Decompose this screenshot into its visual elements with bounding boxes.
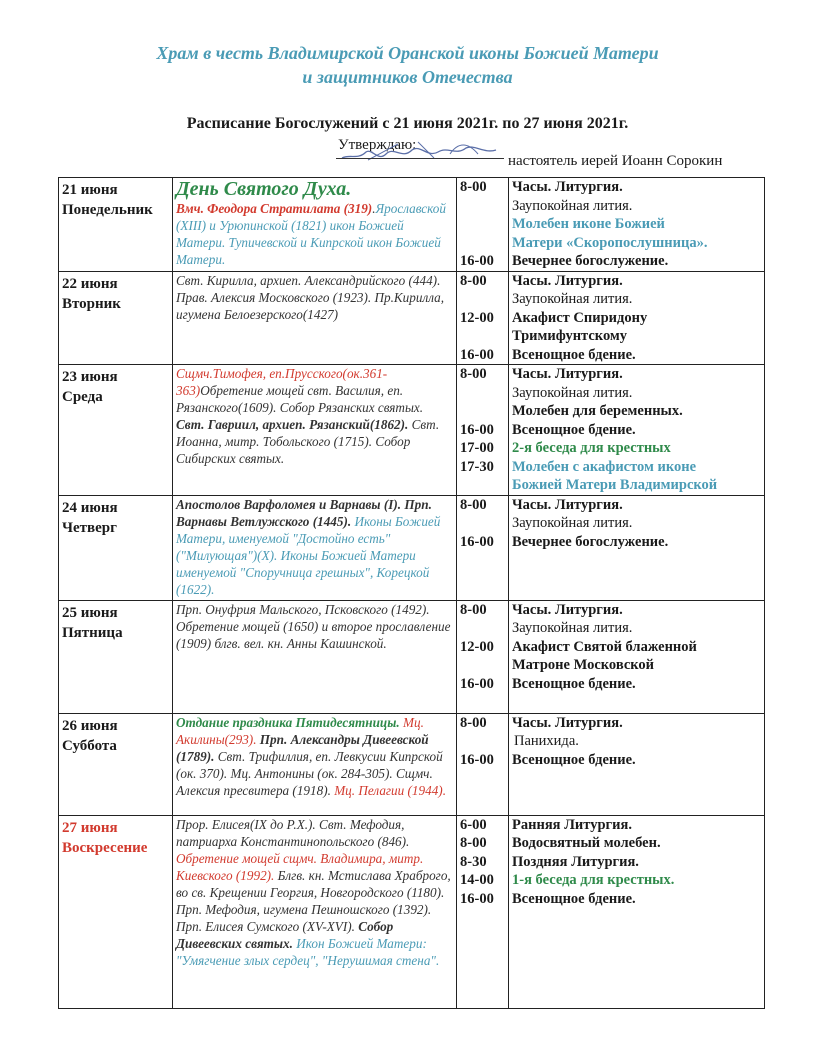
- day-weekday: Воскресение: [62, 839, 148, 856]
- service-time: [460, 234, 505, 253]
- service-time: 8-00: [460, 366, 487, 382]
- day-date: 21 июня: [62, 182, 118, 198]
- service-time: 12-00: [460, 638, 494, 655]
- times-cell: [457, 600, 509, 713]
- service-time: 6-00: [460, 816, 487, 833]
- day-weekday: Суббота: [62, 737, 117, 754]
- saint-text: Прор. Елисея(IX до Р.Х.). Свт. Мефодия, патриарха Константинопольского (846).: [176, 816, 410, 849]
- saint-text: Мц. Пелагии (1944).: [334, 782, 446, 798]
- day-cell: [59, 271, 173, 365]
- day-cell: [59, 600, 173, 713]
- day-date: 26 июня: [62, 717, 118, 734]
- saint-text: Обретение мощей сщмч. Владимира, митр. Киевского (1992).: [176, 850, 424, 883]
- service-time: 16-00: [460, 675, 494, 692]
- day-date: 24 июня: [62, 499, 118, 516]
- day-date: 27 июня: [62, 819, 118, 836]
- signature-image: [338, 136, 508, 166]
- service-name: Всенощное бдение.: [512, 890, 636, 907]
- times-cell: [457, 713, 509, 815]
- saint-text: Мц. Акилины(293).: [176, 714, 424, 747]
- day-cell: [59, 365, 173, 496]
- saint-text: Сщмч.Тимофея, еп.Прусского(ок.361-363): [176, 366, 388, 398]
- service-name: Молебен иконе Божией: [512, 216, 665, 232]
- day-cell: [59, 815, 173, 1008]
- service-name: Часы. Литургия.: [512, 179, 623, 195]
- service-name: Часы. Литургия.: [512, 272, 623, 289]
- times-cell: [457, 815, 509, 1008]
- day-cell: [59, 178, 173, 272]
- service-name: Акафист Святой блаженной: [512, 638, 697, 655]
- times-cell: [457, 495, 509, 600]
- service-name: Заупокойная лития.: [512, 384, 633, 401]
- saint-text: Свт. Гавриил, архиеп. Рязанский(1862).: [176, 417, 409, 432]
- approved-label: Утверждаю:: [338, 137, 417, 153]
- schedule-row: [59, 815, 765, 1008]
- temple-title-line2: и защитников Отечества: [302, 67, 513, 87]
- service-time: 8-00: [460, 496, 487, 513]
- day-weekday: Вторник: [62, 295, 121, 312]
- saint-text: .: [372, 201, 376, 216]
- service-time: 12-00: [460, 309, 494, 326]
- service-name: Молебен с акафистом иконе: [512, 458, 697, 475]
- service-time: [460, 514, 505, 533]
- service-time: 16-00: [460, 890, 494, 907]
- saint-text: Свт. Иоанна, митр. Тобольского (1715). Собор Сибирских святых.: [176, 417, 440, 466]
- services-cell: [509, 495, 765, 600]
- times-cell: [457, 271, 509, 365]
- schedule-row: [59, 178, 765, 272]
- service-name: Матроне Московской: [512, 657, 655, 673]
- service-name: Акафист Спиридону: [512, 309, 648, 326]
- service-name: Всенощное бдение.: [512, 675, 636, 692]
- signature-line: [336, 158, 504, 159]
- service-time: 14-00: [460, 872, 494, 888]
- service-name: Всенощное бдение.: [512, 421, 636, 438]
- services-cell: [509, 365, 765, 496]
- saint-text: Прп. Александры Дивеевской (1789).: [176, 731, 429, 764]
- service-time: 8-00: [460, 835, 487, 851]
- day-weekday: Пятница: [62, 624, 123, 641]
- service-time: 17-30: [460, 458, 494, 475]
- service-time: 16-00: [460, 533, 494, 550]
- service-time: [460, 656, 505, 675]
- service-name: Поздняя Литургия.: [512, 853, 639, 870]
- service-time: 17-00: [460, 440, 494, 456]
- schedule-row: [59, 600, 765, 713]
- service-name: Заупокойная лития.: [512, 620, 633, 636]
- service-name: Часы. Литургия.: [512, 496, 623, 513]
- schedule-row: [59, 271, 765, 365]
- day-weekday: Понедельник: [62, 202, 153, 218]
- service-time: 16-00: [460, 253, 494, 269]
- service-name: Вечернее богослужение.: [512, 253, 669, 269]
- saint-text: Отдание праздника Пятидесятницы.: [176, 714, 400, 730]
- service-name: 2-я беседа для крестных: [512, 440, 671, 456]
- services-cell: [509, 178, 765, 272]
- service-time: [460, 732, 505, 751]
- service-time: [460, 197, 505, 216]
- saints-cell: [173, 600, 457, 713]
- times-cell: [457, 365, 509, 496]
- service-time: 16-00: [460, 346, 494, 363]
- service-time: [460, 476, 505, 495]
- day-weekday: Среда: [62, 389, 103, 405]
- service-time: 16-00: [460, 421, 494, 438]
- day-weekday: Четверг: [62, 519, 117, 536]
- day-cell: [59, 495, 173, 600]
- service-name: Заупокойная лития.: [512, 291, 633, 307]
- service-time: 8-30: [460, 853, 487, 870]
- service-name: Часы. Литургия.: [512, 601, 623, 618]
- rector-name: настоятель иерей Иоанн Сорокин: [508, 153, 723, 169]
- schedule-row: [59, 713, 765, 815]
- service-time: [460, 619, 505, 638]
- service-name: Заупокойная лития.: [512, 515, 633, 531]
- service-time: [460, 215, 505, 234]
- services-cell: [509, 271, 765, 365]
- service-name: Вечернее богослужение.: [512, 533, 669, 550]
- service-name: Часы. Литургия.: [512, 714, 623, 731]
- saints-cell: [173, 495, 457, 600]
- day-date: 22 июня: [62, 275, 118, 292]
- service-name: Водосвятный молебен.: [512, 835, 661, 851]
- service-name: Молебен для беременных.: [512, 403, 683, 419]
- saint-text: Иконы Божией Матери, именуемой "Достойно есть"("Милующая")(Х). Иконы Божией Матери именуемой "Споручница грешных", Корецкой (1622).: [176, 513, 441, 597]
- times-cell: [457, 178, 509, 272]
- feast-title: День Святого Духа.: [176, 178, 352, 200]
- service-time: 8-00: [460, 272, 487, 289]
- service-name: Божией Матери Владимирской: [512, 477, 718, 493]
- service-time: 8-00: [460, 179, 487, 195]
- service-name: 1-я беседа для крестных.: [512, 872, 675, 888]
- temple-title-line1: Храм в честь Владимирской Оранской иконы Божией Матери: [156, 43, 659, 63]
- services-cell: [509, 713, 765, 815]
- service-name: Панихида.: [514, 733, 579, 749]
- service-name: Часы. Литургия.: [512, 366, 623, 382]
- saint-text: Вмч. Феодора Стратилата (319): [176, 201, 373, 216]
- service-time: [460, 384, 505, 403]
- service-time: 16-00: [460, 751, 494, 768]
- service-name: Всенощное бдение.: [512, 346, 636, 363]
- schedule-row: [59, 495, 765, 600]
- service-time: 8-00: [460, 601, 487, 618]
- saint-text: Прп. Онуфрия Мальского, Псковского (1492). Обретение мощей (1650) и второе прославление (1909) блгв. вел. кн. Анны Кашинской.: [176, 601, 451, 651]
- saint-text: Апостолов Варфоломея и Варнавы (I). Прп. Варнавы Ветлужского (1445).: [176, 496, 432, 529]
- saints-cell: [173, 271, 457, 365]
- saints-cell: [173, 178, 457, 272]
- saint-text: Ярославской (XIII) и Урюпинской (1821) икон Божией Матери. Тупичевской и Кипрской икон Божией Матери.: [176, 201, 446, 267]
- saint-text: Свт. Трифиллия, еп. Левкусии Кипрской (ок. 370). Мц. Антонины (ок. 284-305). Сщмч. Алексия пресвитера (1918).: [176, 748, 443, 798]
- saint-text: Обретение мощей свт. Василия, еп. Рязанского(1609). Собор Рязанских святых.: [176, 383, 424, 415]
- service-name: Ранняя Литургия.: [512, 816, 632, 833]
- service-name: Всенощное бдение.: [512, 751, 636, 768]
- service-time: [460, 327, 505, 346]
- day-cell: [59, 713, 173, 815]
- services-cell: [509, 600, 765, 713]
- saint-text: Блгв. кн. Мстислава Храброго, во св. Крещении Георгия, Новгородского (1180). Прп. Мефодия, игумена Пешношского (1392). Прп. Елисея Сумского (XV-XVI).: [176, 867, 451, 934]
- service-time: 8-00: [460, 714, 487, 731]
- service-name: Заупокойная лития.: [512, 197, 633, 214]
- service-time: [460, 290, 505, 309]
- service-time: [460, 402, 505, 421]
- service-name: Тримифунтскому: [512, 328, 628, 344]
- day-date: 23 июня: [62, 369, 118, 385]
- saints-cell: [173, 815, 457, 1008]
- service-name: Матери «Скоропослушница».: [512, 234, 708, 251]
- schedule-row: [59, 365, 765, 496]
- day-date: 25 июня: [62, 604, 118, 621]
- schedule-title: Расписание Богослужений с 21 июня 2021г. по 27 июня 2021г.: [186, 115, 629, 132]
- schedule-table: [58, 177, 765, 1009]
- saint-text: Икон Божией Матери: "Умягчение злых сердец", "Нерушимая стена".: [176, 935, 440, 968]
- saint-text: Собор Дивеевских святых.: [176, 918, 394, 951]
- saints-cell: [173, 713, 457, 815]
- saint-text: Свт. Кирилла, архиеп. Александрийского (444). Прав. Алексия Московского (1923). Пр.Кирилла, игумена Белоезерского(1427): [176, 272, 445, 322]
- services-cell: [509, 815, 765, 1008]
- saints-cell: [173, 365, 457, 496]
